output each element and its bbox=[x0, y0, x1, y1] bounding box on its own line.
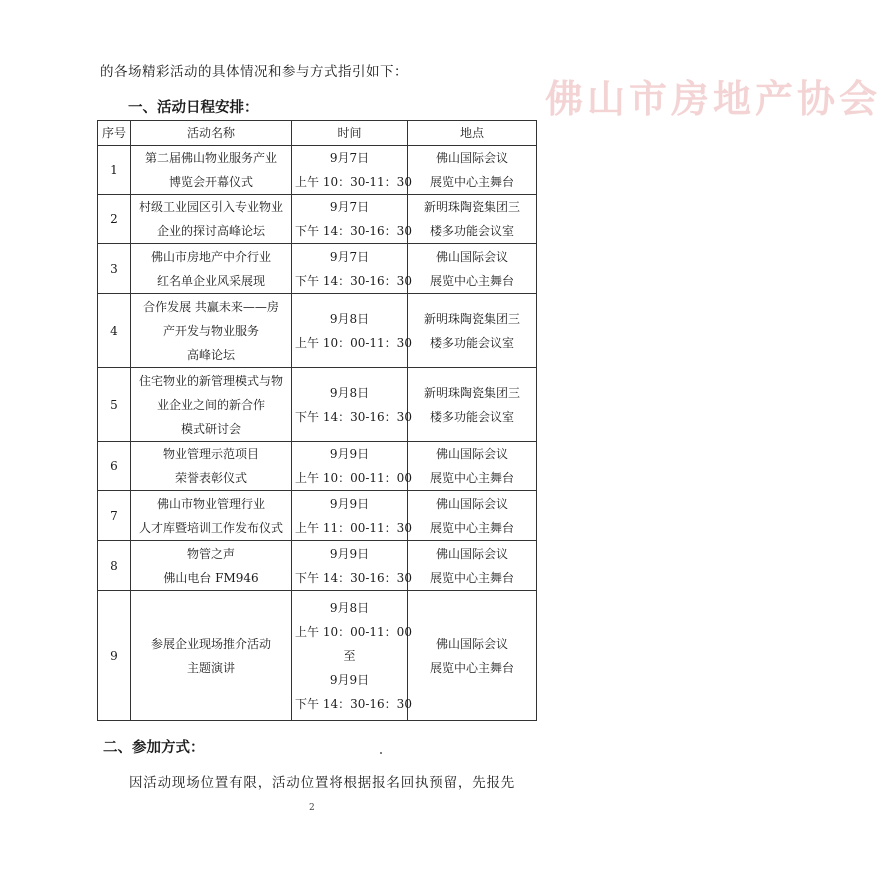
activity-time-line: 9月8日 bbox=[329, 311, 370, 326]
activity-time bbox=[292, 591, 412, 721]
table-row bbox=[98, 146, 537, 195]
participation-paragraph: 因活动现场位置有限，活动位置将根据报名回执预留，先报先 bbox=[129, 775, 516, 791]
header-place: 地点 bbox=[408, 121, 537, 146]
activity-name-line: 产开发与物业服务 bbox=[162, 323, 259, 338]
row-number: 7 bbox=[98, 491, 131, 541]
activity-time-line: 上午 10：00-11：00 bbox=[295, 624, 412, 639]
intro-paragraph: 的各场精彩活动的具体情况和参与方式指引如下： bbox=[100, 64, 408, 80]
activity-time-line: 下午 14：30-16：30 bbox=[295, 409, 412, 424]
activity-place-line: 展览中心主舞台 bbox=[429, 175, 514, 189]
schedule-table bbox=[97, 120, 537, 721]
table-row bbox=[98, 368, 537, 442]
activity-place-line: 佛山国际会议 bbox=[435, 496, 508, 511]
activity-name-line: 佛山市房地产中介行业 bbox=[150, 249, 271, 264]
activity-name bbox=[131, 541, 292, 591]
header-name: 活动名称 bbox=[131, 121, 292, 146]
table-row bbox=[98, 244, 537, 294]
table-row bbox=[98, 442, 537, 491]
activity-name-line: 主题演讲 bbox=[186, 660, 235, 675]
activity-time-line: 下午 14：30-16：30 bbox=[295, 696, 412, 711]
activity-name-line: 村级工业园区引入专业物业 bbox=[138, 200, 283, 214]
activity-time-line: 上午 10：00-11：00 bbox=[295, 471, 412, 485]
table-row bbox=[98, 591, 537, 721]
activity-place-line: 展览中心主舞台 bbox=[429, 471, 514, 485]
row-number: 3 bbox=[98, 244, 131, 294]
activity-time bbox=[292, 294, 412, 368]
activity-name-line: 合作发展 共赢未来——房 bbox=[143, 299, 279, 314]
activity-time bbox=[292, 541, 412, 591]
activity-name-line: 人才库暨培训工作发布仪式 bbox=[138, 520, 283, 535]
activity-place-line: 佛山国际会议 bbox=[435, 636, 508, 651]
activity-place bbox=[408, 368, 537, 442]
activity-name-line: 高峰论坛 bbox=[186, 347, 235, 362]
row-number: 2 bbox=[98, 195, 131, 244]
activity-name-line: 住宅物业的新管理模式与物 bbox=[138, 373, 283, 388]
activity-time-line: 上午 10：30-11：30 bbox=[295, 175, 412, 189]
activity-time-line: 9月7日 bbox=[329, 249, 370, 264]
activity-time-line: 9月9日 bbox=[329, 447, 370, 461]
activity-place-line: 展览中心主舞台 bbox=[429, 570, 514, 585]
activity-time-line: 9月7日 bbox=[329, 200, 370, 214]
row-number: 6 bbox=[98, 442, 131, 491]
activity-time-line: 9月7日 bbox=[329, 151, 370, 165]
activity-name bbox=[131, 368, 292, 442]
activity-time-line: 下午 14：30-16：30 bbox=[295, 570, 412, 585]
row-number: 5 bbox=[98, 368, 131, 442]
activity-name-line: 参展企业现场推介活动 bbox=[150, 636, 271, 651]
activity-name-line: 模式研讨会 bbox=[180, 421, 241, 436]
activity-name-line: 物管之声 bbox=[186, 546, 235, 561]
activity-name bbox=[131, 591, 292, 721]
activity-time bbox=[292, 368, 412, 442]
activity-name bbox=[131, 442, 292, 491]
activity-name-line: 第二届佛山物业服务产业 bbox=[144, 151, 277, 165]
activity-time-line: 下午 14：30-16：30 bbox=[295, 224, 412, 238]
activity-name bbox=[131, 146, 292, 195]
section-heading-schedule: 一、活动日程安排： bbox=[128, 100, 259, 116]
activity-time bbox=[292, 244, 412, 294]
speck-mark bbox=[380, 752, 382, 754]
activity-place-line: 佛山国际会议 bbox=[435, 447, 508, 461]
activity-name-line: 企业的探讨高峰论坛 bbox=[156, 224, 265, 238]
table-row bbox=[98, 491, 537, 541]
activity-place bbox=[408, 491, 537, 541]
activity-name bbox=[131, 244, 292, 294]
activity-place bbox=[408, 146, 537, 195]
activity-time-line: 上午 10：00-11：30 bbox=[295, 335, 412, 350]
activity-time-line: 至 bbox=[343, 648, 356, 663]
activity-place bbox=[408, 591, 537, 721]
table-row bbox=[98, 195, 537, 244]
activity-place-line: 展览中心主舞台 bbox=[429, 520, 514, 535]
activity-place-line: 佛山国际会议 bbox=[435, 249, 508, 264]
activity-place-line: 楼多功能会议室 bbox=[429, 409, 514, 424]
row-number: 8 bbox=[98, 541, 131, 591]
activity-time-line: 9月8日 bbox=[329, 600, 370, 615]
watermark-stamp: 佛山市房地产协会 bbox=[545, 77, 881, 121]
activity-time-line: 9月9日 bbox=[329, 546, 370, 561]
activity-name-line: 佛山电台 FM946 bbox=[163, 570, 259, 585]
row-number: 1 bbox=[98, 146, 131, 195]
activity-name-line: 荣誉表彰仪式 bbox=[174, 471, 247, 485]
activity-time-line: 9月8日 bbox=[329, 385, 370, 400]
activity-place-line: 佛山国际会议 bbox=[435, 546, 508, 561]
activity-place-line: 楼多功能会议室 bbox=[429, 224, 514, 238]
activity-name-line: 物业管理示范项目 bbox=[162, 447, 259, 461]
activity-name-line: 业企业之间的新合作 bbox=[156, 397, 265, 412]
activity-name-line: 红名单企业风采展现 bbox=[156, 273, 265, 288]
activity-time bbox=[292, 146, 412, 195]
activity-place-line: 展览中心主舞台 bbox=[429, 660, 514, 675]
table-row bbox=[98, 294, 537, 368]
activity-place-line: 新明珠陶瓷集团三 bbox=[423, 385, 520, 400]
activity-time-line: 9月9日 bbox=[329, 672, 370, 687]
table-body bbox=[98, 146, 537, 721]
activity-time bbox=[292, 195, 412, 244]
activity-place-line: 楼多功能会议室 bbox=[429, 335, 514, 350]
activity-place bbox=[408, 541, 537, 591]
header-no: 序号 bbox=[98, 121, 131, 146]
activity-place-line: 新明珠陶瓷集团三 bbox=[423, 311, 520, 326]
activity-time bbox=[292, 442, 412, 491]
activity-time bbox=[292, 491, 412, 541]
header-time: 时间 bbox=[292, 121, 408, 146]
activity-time-line: 上午 11：00-11：30 bbox=[295, 520, 412, 535]
activity-place bbox=[408, 294, 537, 368]
activity-name-line: 佛山市物业管理行业 bbox=[156, 496, 265, 511]
activity-time-line: 下午 14：30-16：30 bbox=[295, 273, 412, 288]
activity-name bbox=[131, 294, 292, 368]
activity-time-line: 9月9日 bbox=[329, 496, 370, 511]
activity-name bbox=[131, 491, 292, 541]
page-number: 2 bbox=[309, 803, 315, 813]
activity-place-line: 展览中心主舞台 bbox=[429, 273, 514, 288]
table-header-row bbox=[98, 121, 537, 146]
table-row bbox=[98, 541, 537, 591]
activity-name bbox=[131, 195, 292, 244]
activity-place-line: 新明珠陶瓷集团三 bbox=[423, 200, 520, 214]
activity-place-line: 佛山国际会议 bbox=[435, 151, 508, 165]
activity-place bbox=[408, 195, 537, 244]
row-number: 9 bbox=[98, 591, 131, 721]
row-number: 4 bbox=[98, 294, 131, 368]
activity-place bbox=[408, 442, 537, 491]
section-heading-participation: 二、参加方式： bbox=[103, 740, 205, 756]
activity-name-line: 博览会开幕仪式 bbox=[168, 175, 253, 189]
activity-place bbox=[408, 244, 537, 294]
